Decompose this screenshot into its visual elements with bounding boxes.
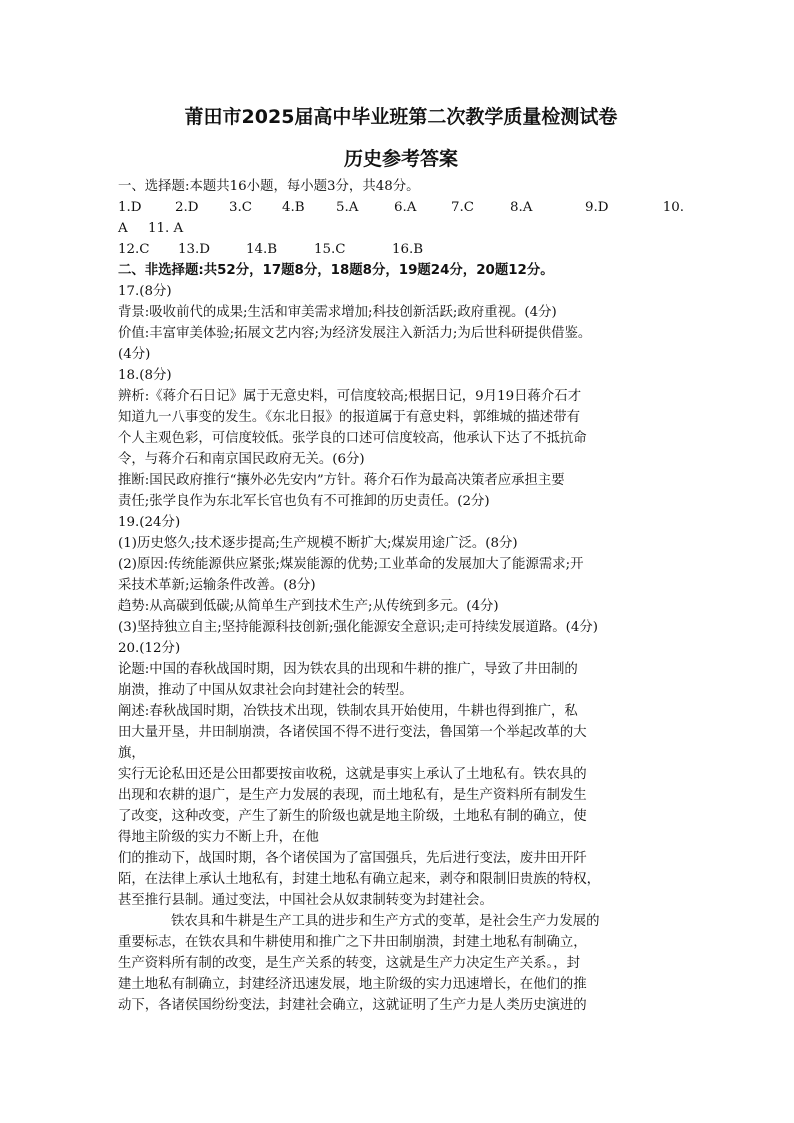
answer-item: 16.B xyxy=(392,242,424,257)
answer-item: 1.D xyxy=(118,200,142,215)
body-line: 辨析:《蒋介石日记》属于无意史料，可信度较高;根据日记，9月19日蒋介石才 xyxy=(118,389,582,404)
body-line: 们的推动下，战国时期，各个诸侯国为了富国强兵，先后进行变法，废井田开阡 xyxy=(118,851,587,866)
body-line: 铁农具和牛耕是生产工具的进步和生产方式的变革，是社会生产力发展的 xyxy=(171,914,600,929)
answer-item: A xyxy=(118,221,128,236)
answer-item: 7.C xyxy=(451,200,475,215)
body-line: 背景:吸收前代的成果;生活和审美需求增加;科技创新活跃;政府重视。(4分) xyxy=(118,305,557,320)
body-line: 动下，各诸侯国纷纷变法，封建社会确立，这就证明了生产力是人类历史演进的 xyxy=(118,998,587,1013)
answer-item: 11. A xyxy=(148,221,184,236)
body-line: 知道九一八事变的发生。《东北日报》的报道属于有意史料，郭维城的描述带有 xyxy=(118,410,580,425)
answer-body xyxy=(118,281,684,911)
answer-item: 13.D xyxy=(178,242,211,257)
body-line: 责任;张学良作为东北军长官也负有不可推卸的历史责任。(2分) xyxy=(118,494,490,509)
body-line: 生产资料所有制的改变，是生产关系的转变，这就是生产力决定生产关系。，封 xyxy=(118,956,580,971)
body-line: 了改变，这种改变，产生了新生的阶级也就是地主阶级，土地私有制的确立，使 xyxy=(118,809,587,824)
answer-item: 10. xyxy=(662,200,684,215)
body-line: 采技术革新;运输条件改善。(8分) xyxy=(118,578,316,593)
body-line: 甚至推行县制。通过变法，中国社会从奴隶制转变为封建社会。 xyxy=(118,893,493,908)
body-line: 重要标志，在铁农具和牛耕使用和推广之下井田制崩溃，封建土地私有制确立， xyxy=(118,935,587,950)
body-line: 令，与蒋介石和南京国民政府无关。(6分) xyxy=(118,452,365,467)
body-line: (2)原因:传统能源供应紧张;煤炭能源的优势;工业革命的发展加大了能源需求;开 xyxy=(118,557,584,572)
answer-row-3 xyxy=(118,239,684,260)
document-title: 莆田市2025届高中毕业班第二次教学质量检测试卷 xyxy=(184,106,618,128)
body-line: 陌，在法律上承认土地私有，封建土地私有确立起来，剥夺和限制旧贵族的特权， xyxy=(118,872,601,887)
body-line: 19.(24分) xyxy=(118,515,181,530)
answer-item: 4.B xyxy=(282,200,305,215)
body-line: (1)历史悠久;技术逐步提高;生产规模不断扩大;煤炭用途广泛。(8分) xyxy=(118,536,518,551)
body-line: 价值:丰富审美体验;拓展文艺内容;为经济发展注入新活力;为后世科研提供借鉴。 xyxy=(118,326,592,341)
body-line: 崩溃，推动了中国从奴隶社会向封建社会的转型。 xyxy=(118,683,413,698)
answer-item: 14.B xyxy=(246,242,278,257)
section2-heading: 二、非选择题:共52分，17题8分，18题8分，19题24分，20题12分。 xyxy=(118,263,554,278)
body-line: 20.(12分) xyxy=(118,641,181,656)
section1-heading: 一、选择题:本题共16小题，每小题3分，共48分。 xyxy=(118,179,420,194)
answer-item: 2.D xyxy=(175,200,199,215)
final-paragraph xyxy=(118,911,684,1016)
body-line: 17.(8分) xyxy=(118,284,172,299)
body-line: 阐述:春秋战国时期，冶铁技术出现，铁制农具开始使用，牛耕也得到推广，私 xyxy=(118,704,578,719)
answer-item: 15.C xyxy=(314,242,346,257)
body-line: 趋势:从高碳到低碳;从简单生产到技术生产;从传统到多元。(4分) xyxy=(118,599,499,614)
answer-item: 3.C xyxy=(229,200,253,215)
body-line: 18.(8分) xyxy=(118,368,172,383)
body-line: 得地主阶级的实力不断上升，在他 xyxy=(118,830,319,845)
answer-item: 9.D xyxy=(585,200,609,215)
body-line: 论题:中国的春秋战国时期，因为铁农具的出现和牛耕的推广，导致了井田制的 xyxy=(118,662,578,677)
body-line: (4分) xyxy=(118,347,151,362)
answer-item: 6.A xyxy=(394,200,417,215)
body-line: 旗， xyxy=(118,746,145,761)
answer-row-2 xyxy=(118,218,684,239)
document-subtitle: 历史参考答案 xyxy=(343,148,458,170)
body-line: 田大量开垦，井田制崩溃，各诸侯国不得不进行变法，鲁国第一个举起改革的大 xyxy=(118,725,587,740)
body-line: 实行无论私田还是公田都要按亩收税，这就是事实上承认了土地私有。铁农具的 xyxy=(118,767,587,782)
body-line: 出现和农耕的退广，是生产力发展的表现，而土地私有，是生产资料所有制发生 xyxy=(118,788,587,803)
answer-item: 8.A xyxy=(510,200,533,215)
body-line: (3)坚持独立自主;坚持能源科技创新;强化能源安全意识;走可持续发展道路。(4分) xyxy=(118,620,598,635)
answer-row-1 xyxy=(118,197,684,218)
body-line: 个人主观色彩，可信度较低。张学良的口述可信度较高，他承认下达了不抵抗命 xyxy=(118,431,587,446)
body-line: 建土地私有制确立，封建经济迅速发展，地主阶级的实力迅速增长，在他们的推 xyxy=(118,977,587,992)
body-line: 推断:国民政府推行“攘外必先安内”方针。蒋介石作为最高决策者应承担主要 xyxy=(118,473,565,488)
answer-sheet xyxy=(118,100,684,1016)
answer-item: 12.C xyxy=(118,242,150,257)
answer-item: 5.A xyxy=(336,200,359,215)
